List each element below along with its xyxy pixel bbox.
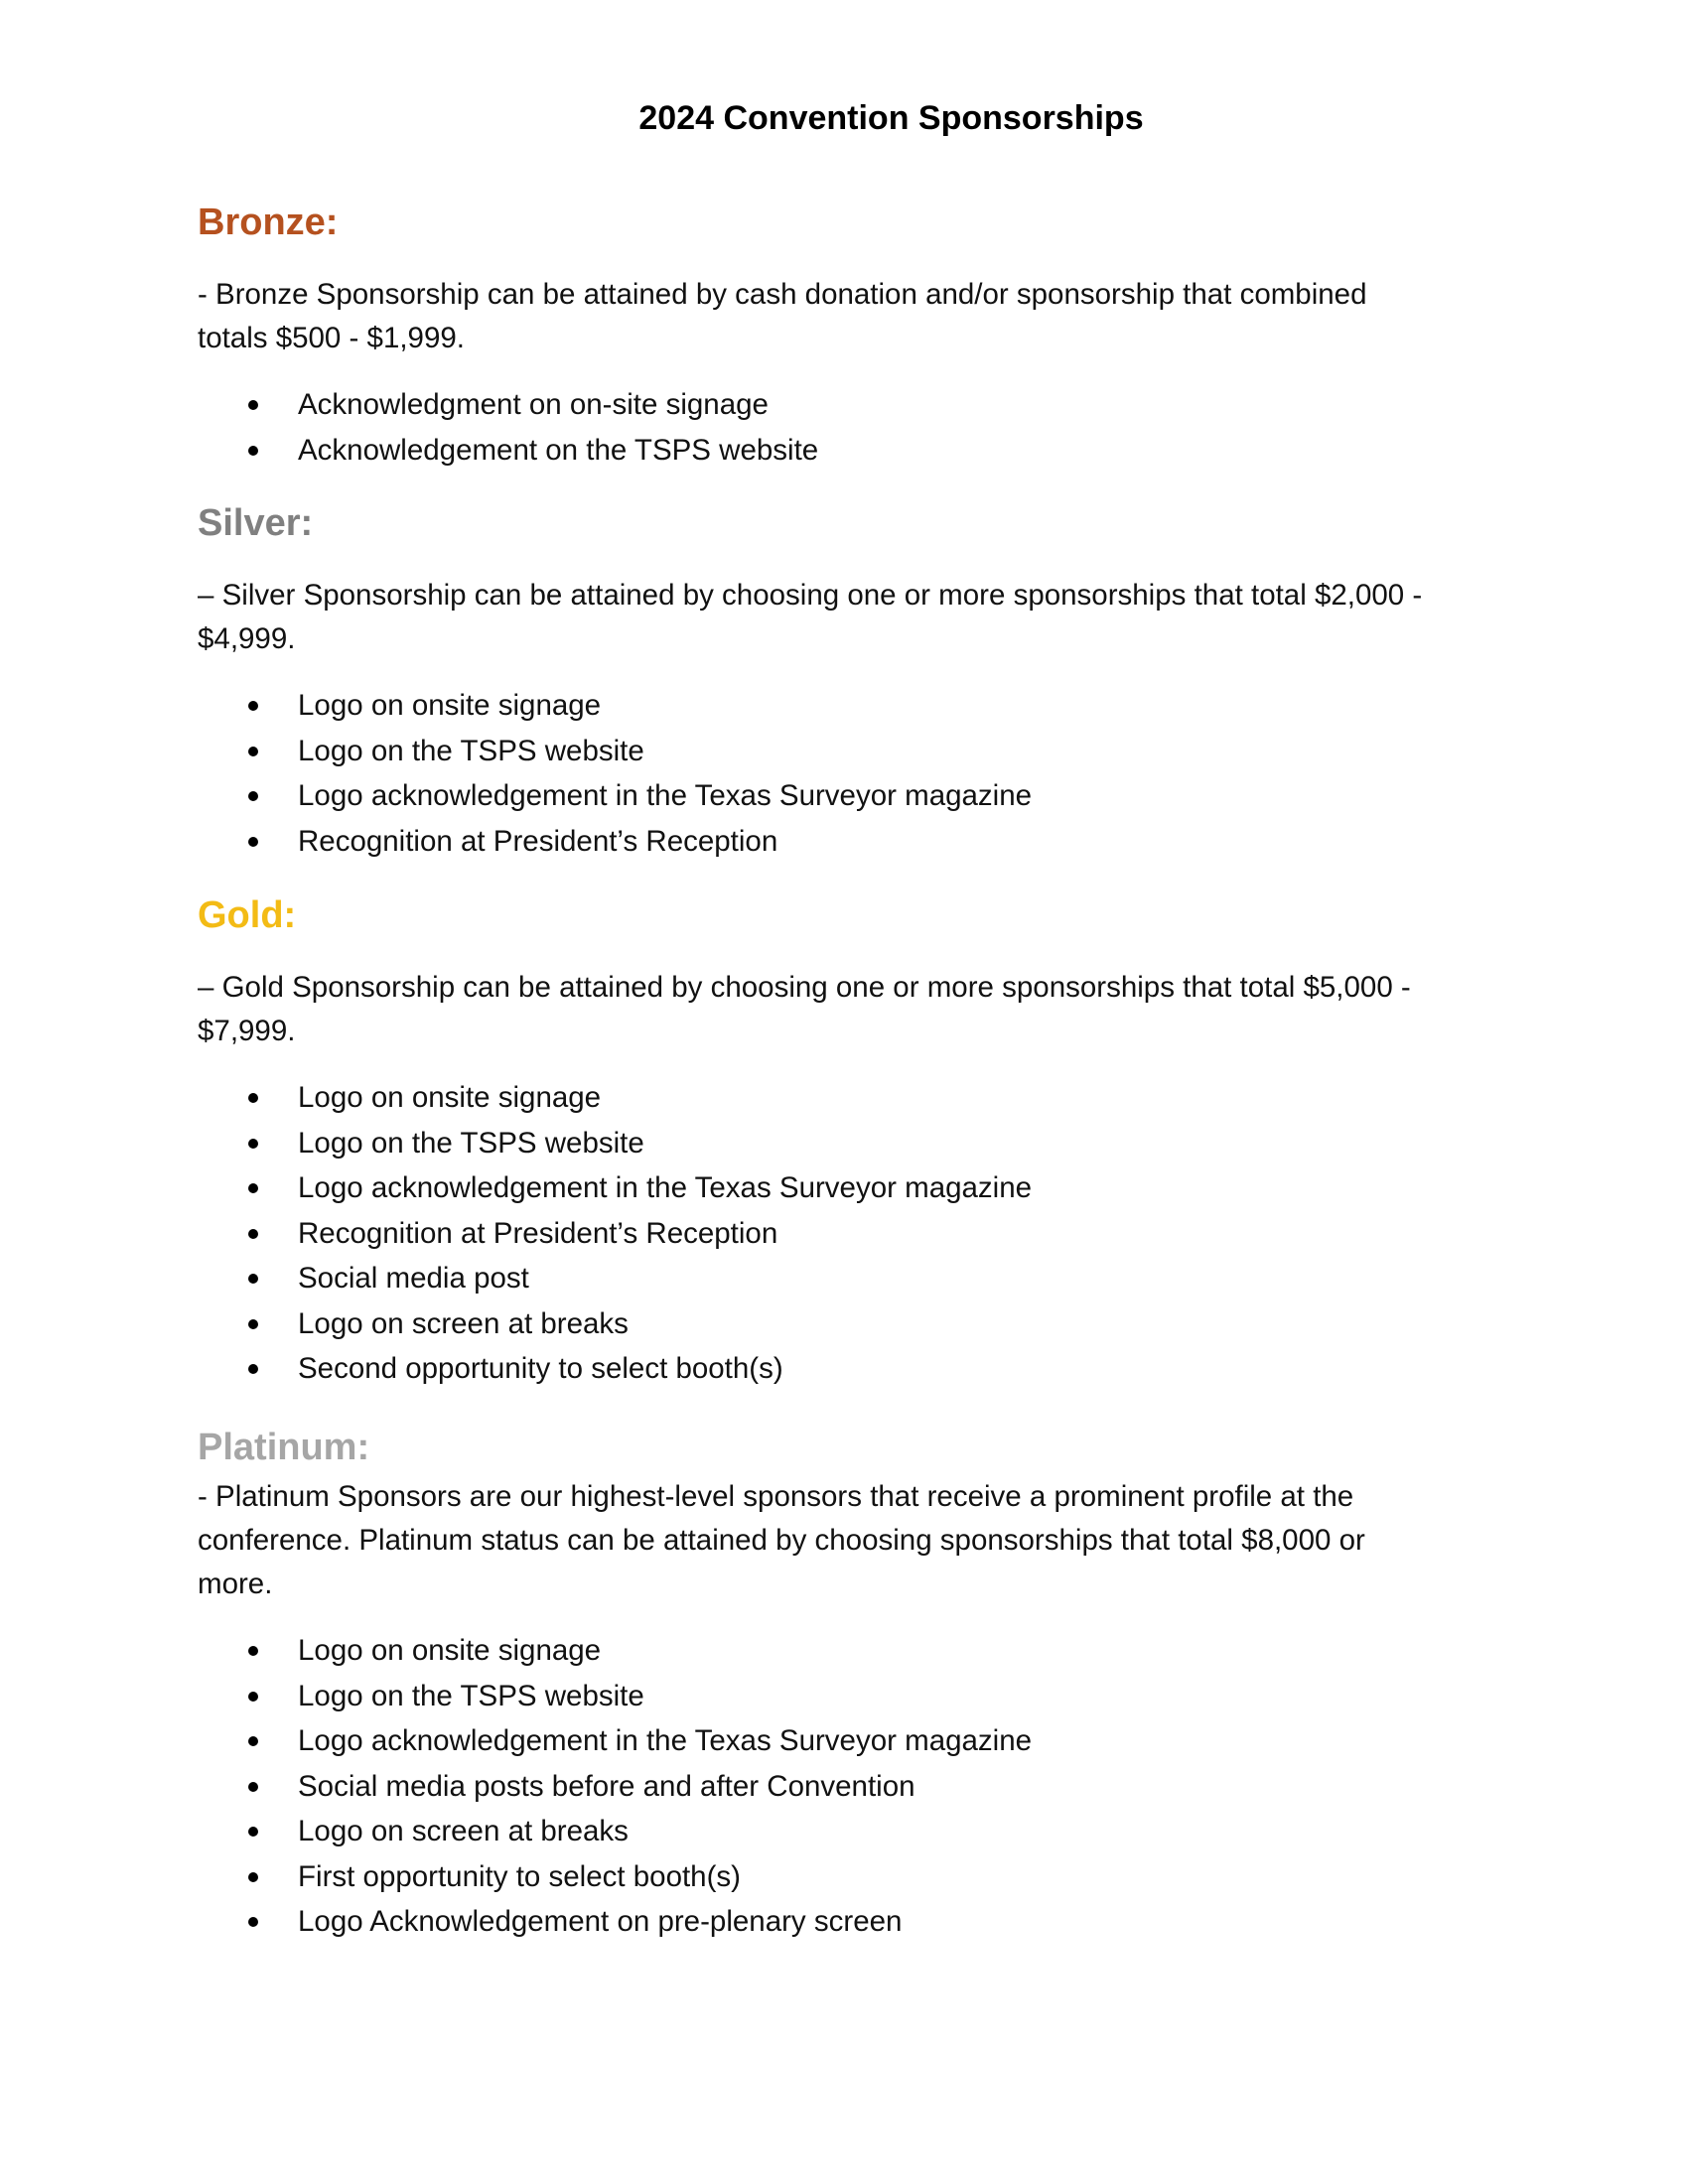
tier-bronze xyxy=(198,201,1488,473)
bullet-icon xyxy=(248,1093,258,1103)
bullet-icon xyxy=(248,1917,258,1927)
benefit-list-gold xyxy=(198,1075,1488,1392)
bullet-icon xyxy=(248,1229,258,1239)
bullet-icon xyxy=(248,1183,258,1193)
benefit-list-bronze xyxy=(198,382,1488,473)
bullet-icon xyxy=(248,1319,258,1329)
benefit-item: Logo on the TSPS website xyxy=(198,1674,1488,1719)
benefit-item: Logo acknowledgement in the Texas Surveyor magazine xyxy=(198,773,1488,819)
tier-heading-platinum: Platinum: xyxy=(198,1427,370,1468)
bullet-icon xyxy=(248,1139,258,1149)
benefit-item: Logo on the TSPS website xyxy=(198,1121,1488,1166)
tier-silver xyxy=(198,501,1488,864)
tier-description-gold: – Gold Sponsorship can be attained by choosing one or more sponsorships that total $5,000 - $7,999. xyxy=(198,971,1411,1047)
benefit-item: Logo on the TSPS website xyxy=(198,729,1488,774)
benefit-item: Logo acknowledgement in the Texas Surveyor magazine xyxy=(198,1718,1488,1764)
bullet-icon xyxy=(248,1646,258,1656)
benefit-item: Acknowledgment on on-site signage xyxy=(198,382,1488,428)
benefit-item: Logo Acknowledgement on pre-plenary screen xyxy=(198,1899,1488,1945)
benefit-item: Logo acknowledgement in the Texas Surveyor magazine xyxy=(198,1165,1488,1211)
bullet-icon xyxy=(248,747,258,756)
benefit-item: Logo on onsite signage xyxy=(198,683,1488,729)
bullet-icon xyxy=(248,1827,258,1837)
benefit-item: Recognition at President’s Reception xyxy=(198,1211,1488,1257)
benefit-item: Second opportunity to select booth(s) xyxy=(198,1346,1488,1392)
benefit-item: Recognition at President’s Reception xyxy=(198,819,1488,865)
tier-platinum xyxy=(198,1426,1488,1945)
benefit-item: First opportunity to select booth(s) xyxy=(198,1854,1488,1900)
tier-gold xyxy=(198,893,1488,1392)
bullet-icon xyxy=(248,1736,258,1746)
bullet-icon xyxy=(248,1274,258,1284)
tier-description-platinum: - Platinum Sponsors are our highest-level sponsors that receive a prominent profile at the conference. Platinum status can be attained by choosing sponsorships that total $8,000 or more. xyxy=(198,1480,1365,1600)
benefit-item: Logo on onsite signage xyxy=(198,1628,1488,1674)
bullet-icon xyxy=(248,701,258,711)
bullet-icon xyxy=(248,446,258,456)
bullet-icon xyxy=(248,1872,258,1882)
tier-heading-gold: Gold: xyxy=(198,894,297,936)
benefit-list-silver xyxy=(198,683,1488,864)
bullet-icon xyxy=(248,837,258,847)
bullet-icon xyxy=(248,400,258,410)
benefit-item: Logo on screen at breaks xyxy=(198,1301,1488,1347)
bullet-icon xyxy=(248,1364,258,1374)
page-title: 2024 Convention Sponsorships xyxy=(638,99,1144,137)
benefit-item: Logo on screen at breaks xyxy=(198,1809,1488,1854)
benefit-item: Acknowledgement on the TSPS website xyxy=(198,428,1488,474)
bullet-icon xyxy=(248,791,258,801)
bullet-icon xyxy=(248,1692,258,1702)
benefit-item: Social media post xyxy=(198,1256,1488,1301)
benefit-item: Social media posts before and after Convention xyxy=(198,1764,1488,1810)
tier-heading-silver: Silver: xyxy=(198,502,314,544)
bullet-icon xyxy=(248,1782,258,1792)
benefit-item: Logo on onsite signage xyxy=(198,1075,1488,1121)
tier-description-silver: – Silver Sponsorship can be attained by choosing one or more sponsorships that total $2,000 - $4,999. xyxy=(198,579,1423,655)
tier-heading-bronze: Bronze: xyxy=(198,202,339,243)
benefit-list-platinum xyxy=(198,1628,1488,1945)
tier-description-bronze: - Bronze Sponsorship can be attained by cash donation and/or sponsorship that combined totals $500 - $1,999. xyxy=(198,278,1367,354)
